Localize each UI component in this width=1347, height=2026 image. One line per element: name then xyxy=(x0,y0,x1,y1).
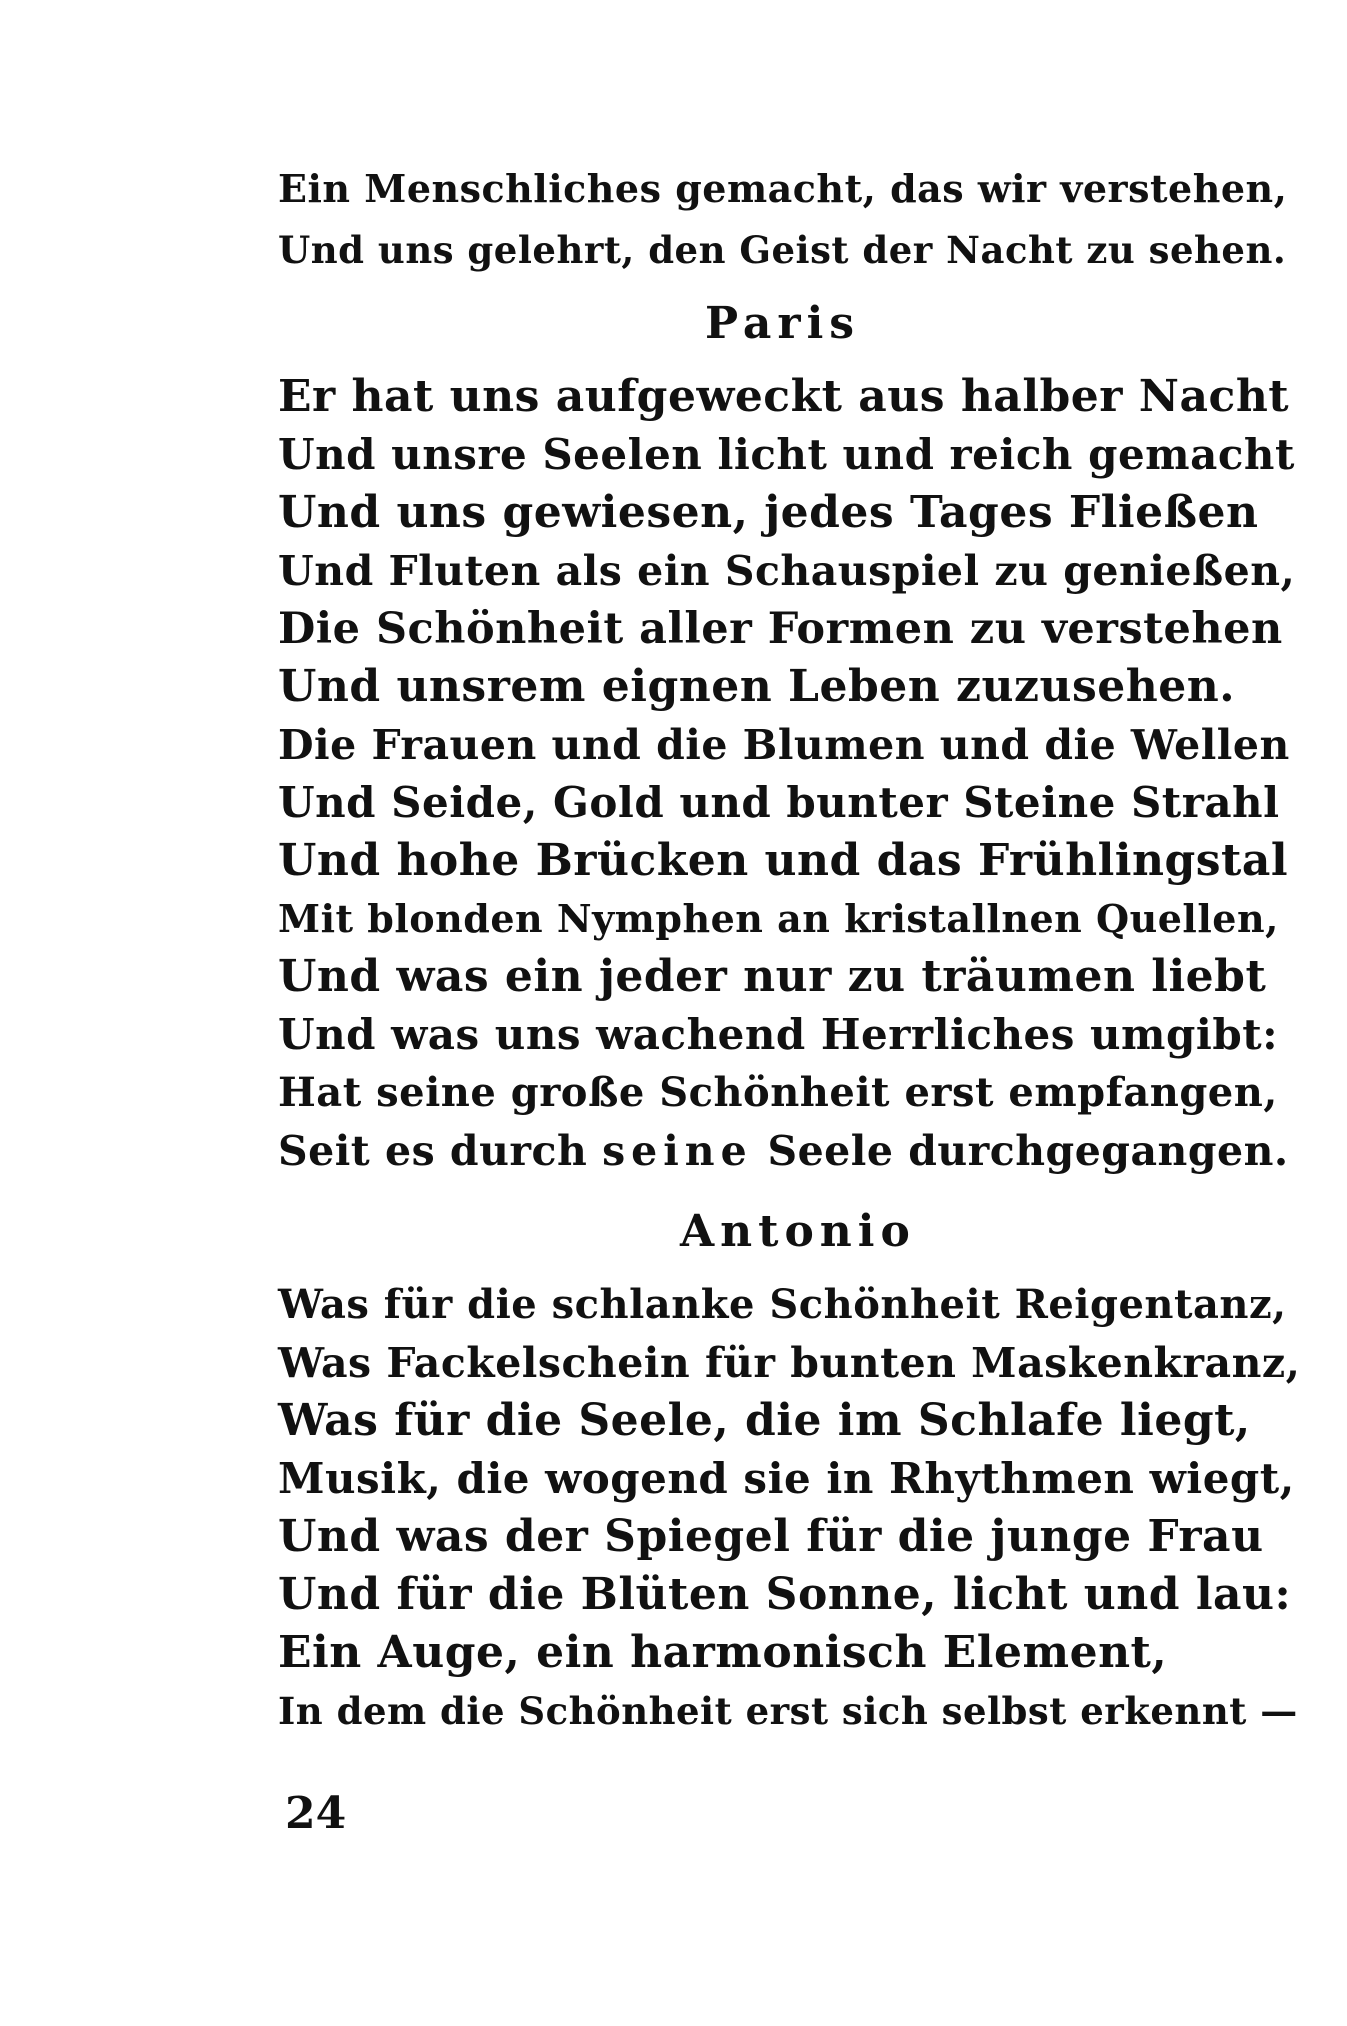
verse-line: Was Fackelschein für bunten Maskenkranz, xyxy=(278,1339,1301,1387)
verse-line: Und was uns wachend Herrliches umgibt: xyxy=(278,1010,1279,1059)
verse-text: Seit es durch xyxy=(278,1127,603,1175)
verse-line: Und uns gewiesen, jedes Tages Fließen xyxy=(278,487,1259,538)
verse-line: Und was ein jeder nur zu träumen liebt xyxy=(278,951,1267,1002)
emphasized-word: seine xyxy=(602,1127,753,1175)
verse-line: Ein Menschliches gemacht, das wir verstehen, xyxy=(278,166,1288,211)
speaker-heading-antonio: Antonio xyxy=(680,1206,916,1257)
speaker-heading-paris: Paris xyxy=(705,298,861,349)
verse-line: In dem die Schönheit erst sich selbst erkennt — xyxy=(278,1689,1298,1733)
verse-line-emphasis xyxy=(278,1122,1289,1180)
verse-line: Und Seide, Gold und bunter Steine Strahl xyxy=(278,778,1280,827)
verse-line: Musik, die wogend sie in Rhythmen wiegt, xyxy=(278,1454,1295,1503)
verse-line: Ein Auge, ein harmonisch Element, xyxy=(278,1627,1168,1678)
verse-line: Und unsre Seelen licht und reich gemacht xyxy=(278,430,1295,479)
verse-line: Und hohe Brücken und das Frühlingstal xyxy=(278,835,1289,886)
verse-line: Und für die Blüten Sonne, licht und lau: xyxy=(278,1569,1292,1620)
verse-line: Und unsrem eignen Leben zuzusehen. xyxy=(278,661,1236,712)
verse-line: Er hat uns aufgeweckt aus halber Nacht xyxy=(278,371,1290,422)
page-number: 24 xyxy=(285,1788,347,1839)
verse-line: Die Schönheit aller Formen zu verstehen xyxy=(278,604,1283,654)
verse-line: Und was der Spiegel für die junge Frau xyxy=(278,1511,1264,1562)
verse-line: Mit blonden Nymphen an kristallnen Quellen, xyxy=(278,896,1279,941)
verse-line: Die Frauen und die Blumen und die Wellen xyxy=(278,721,1290,769)
verse-line: Und uns gelehrt, den Geist der Nacht zu sehen. xyxy=(278,228,1287,272)
verse-text: Seele durchgegangen. xyxy=(752,1127,1289,1175)
verse-line: Was für die schlanke Schönheit Reigentanz, xyxy=(278,1281,1287,1328)
verse-line: Hat seine große Schönheit erst empfangen, xyxy=(278,1069,1278,1116)
verse-line: Was für die Seele, die im Schlafe liegt, xyxy=(278,1395,1251,1446)
verse-line: Und Fluten als ein Schauspiel zu genießen, xyxy=(278,547,1296,595)
